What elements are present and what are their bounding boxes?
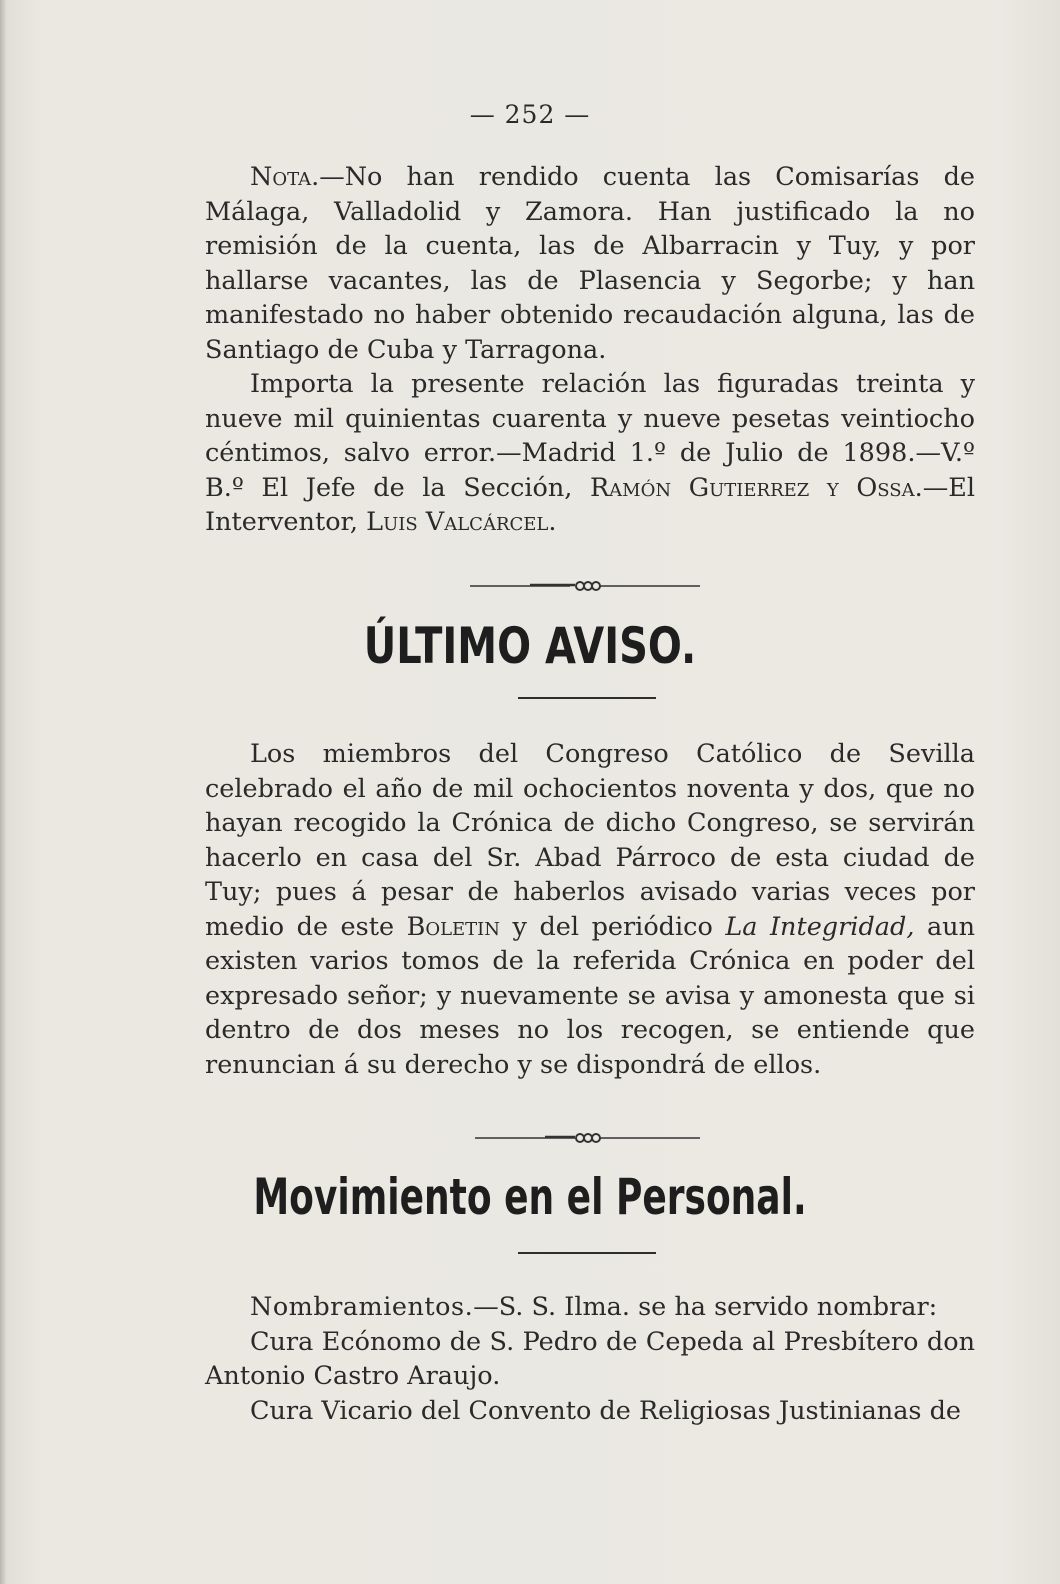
aviso-text-before: Los miembros del Congreso Católico de Sevilla celebrado el año de mil ochocientos noventa y dos, que no hayan recogido la Crónica de dicho Congreso, se servirán hacerlo en casa del Sr. Abad Párroco de esta ciudad de Tuy; pues á pesar de haberlos avisado varias veces por medio de este	[205, 739, 975, 942]
boletin-word: Boletin	[406, 911, 501, 942]
nombramientos-label: Nombramientos.	[250, 1292, 474, 1322]
importa-mid: .—El Interventor,	[205, 472, 975, 537]
nota-block	[205, 160, 975, 540]
importa-paragraph	[205, 367, 975, 540]
ultimo-aviso-paragraph	[205, 737, 975, 1082]
nombramientos-paragraph	[205, 1290, 975, 1325]
periodico-title: La Integridad,	[725, 911, 915, 942]
importa-end: .	[548, 507, 557, 537]
heading-underline	[518, 1252, 656, 1254]
importa-text: Importa la presente relación las figuradas treinta y nueve mil quinientas cuarenta y nueve pesetas veintiocho céntimos, salvo error.—Madrid 1.º de Julio de 1898.—V.º B.º El Jefe de la Sección,	[205, 369, 975, 503]
page-number: — 252 —	[469, 100, 591, 129]
ultimo-aviso-block	[205, 737, 975, 1082]
nota-text: —No han rendido cuenta las Comisarías de Málaga, Valladolid y Zamora. Han justificado la no remisión de la cuenta, las de Albarracin y Tuy, y por hallarse vacantes, las de Plasencia y Segorbe; y han manifestado no haber obtenido recaudación alguna, las de Santiago de Cuba y Tarragona.	[205, 162, 975, 365]
nota-paragraph	[205, 160, 975, 367]
nombramiento-item: Cura Vicario del Convento de Religiosas Justinianas de	[250, 1395, 962, 1426]
divider-ornament-icon	[470, 580, 700, 592]
heading-movimiento-personal: Movimiento en el Personal.	[253, 1168, 807, 1226]
nota-label: Nota.	[250, 162, 320, 192]
heading-ultimo-aviso: ÚLTIMO AVISO.	[363, 617, 697, 675]
divider-ornament-icon	[475, 1132, 700, 1144]
signer-jefe: Ramón Gutierrez y Ossa	[589, 472, 915, 503]
aviso-text-after: aun existen varios tomos de la referida Crónica en poder del expresado señor; y nuevamente se avisa y amonesta que si dentro de dos meses no los recogen, se entiende que renuncian á su derecho y se dispondrá de ellos.	[205, 911, 976, 1080]
nombramientos-intro: —S. S. Ilma. se ha servido nombrar:	[473, 1292, 938, 1322]
heading-underline	[518, 697, 656, 699]
aviso-text-mid: y del periódico	[500, 911, 726, 942]
nombramiento-item: Cura Ecónomo de S. Pedro de Cepeda al Presbítero don Antonio Castro Araujo.	[205, 1326, 975, 1391]
book-spine-edge	[0, 0, 6, 1584]
personal-block	[205, 1290, 975, 1428]
signer-interventor: Luis Valcárcel	[366, 507, 549, 537]
